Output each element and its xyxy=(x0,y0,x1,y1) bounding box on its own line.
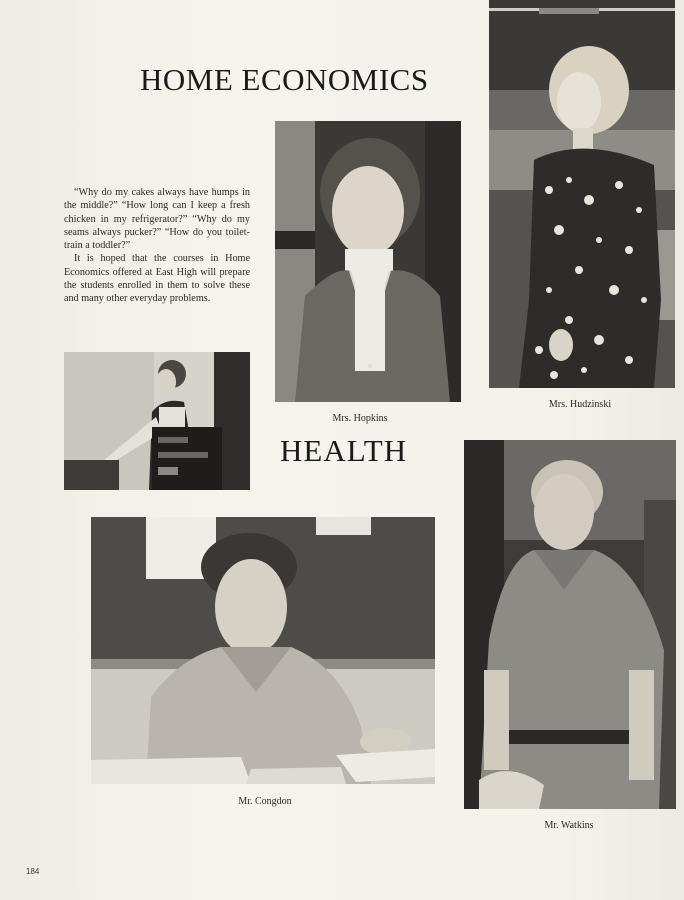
caption-mr-congdon: Mr. Congdon xyxy=(238,796,292,807)
caption-mrs-hudzinski: Mrs. Hudzinski xyxy=(548,399,612,410)
section-title-home-economics: HOME ECONOMICS xyxy=(140,62,429,97)
photo-teacher-at-equipment xyxy=(64,352,250,490)
body-paragraph-1: “Why do my cakes always have humps in the middle?” “How long can I keep a fresh chicken in my refrigerator?” “Why do my seams always pucker?” “How do you toilet-train a toddler?” xyxy=(64,187,250,252)
section-title-health: HEALTH xyxy=(280,433,408,468)
page-number: 184 xyxy=(26,867,40,876)
photo-mrs-hudzinski xyxy=(489,0,675,388)
photo-mrs-hopkins xyxy=(275,121,461,402)
caption-mrs-hopkins: Mrs. Hopkins xyxy=(332,413,388,424)
photo-mr-congdon xyxy=(91,517,435,784)
home-economics-body-text xyxy=(64,186,250,306)
photo-mr-watkins xyxy=(464,440,676,809)
caption-mr-watkins: Mr. Watkins xyxy=(544,820,594,831)
body-paragraph-2: It is hoped that the courses in Home Economics offered at East High will prepare the students enrolled in them to solve these and many other everyday problems. xyxy=(64,253,250,305)
